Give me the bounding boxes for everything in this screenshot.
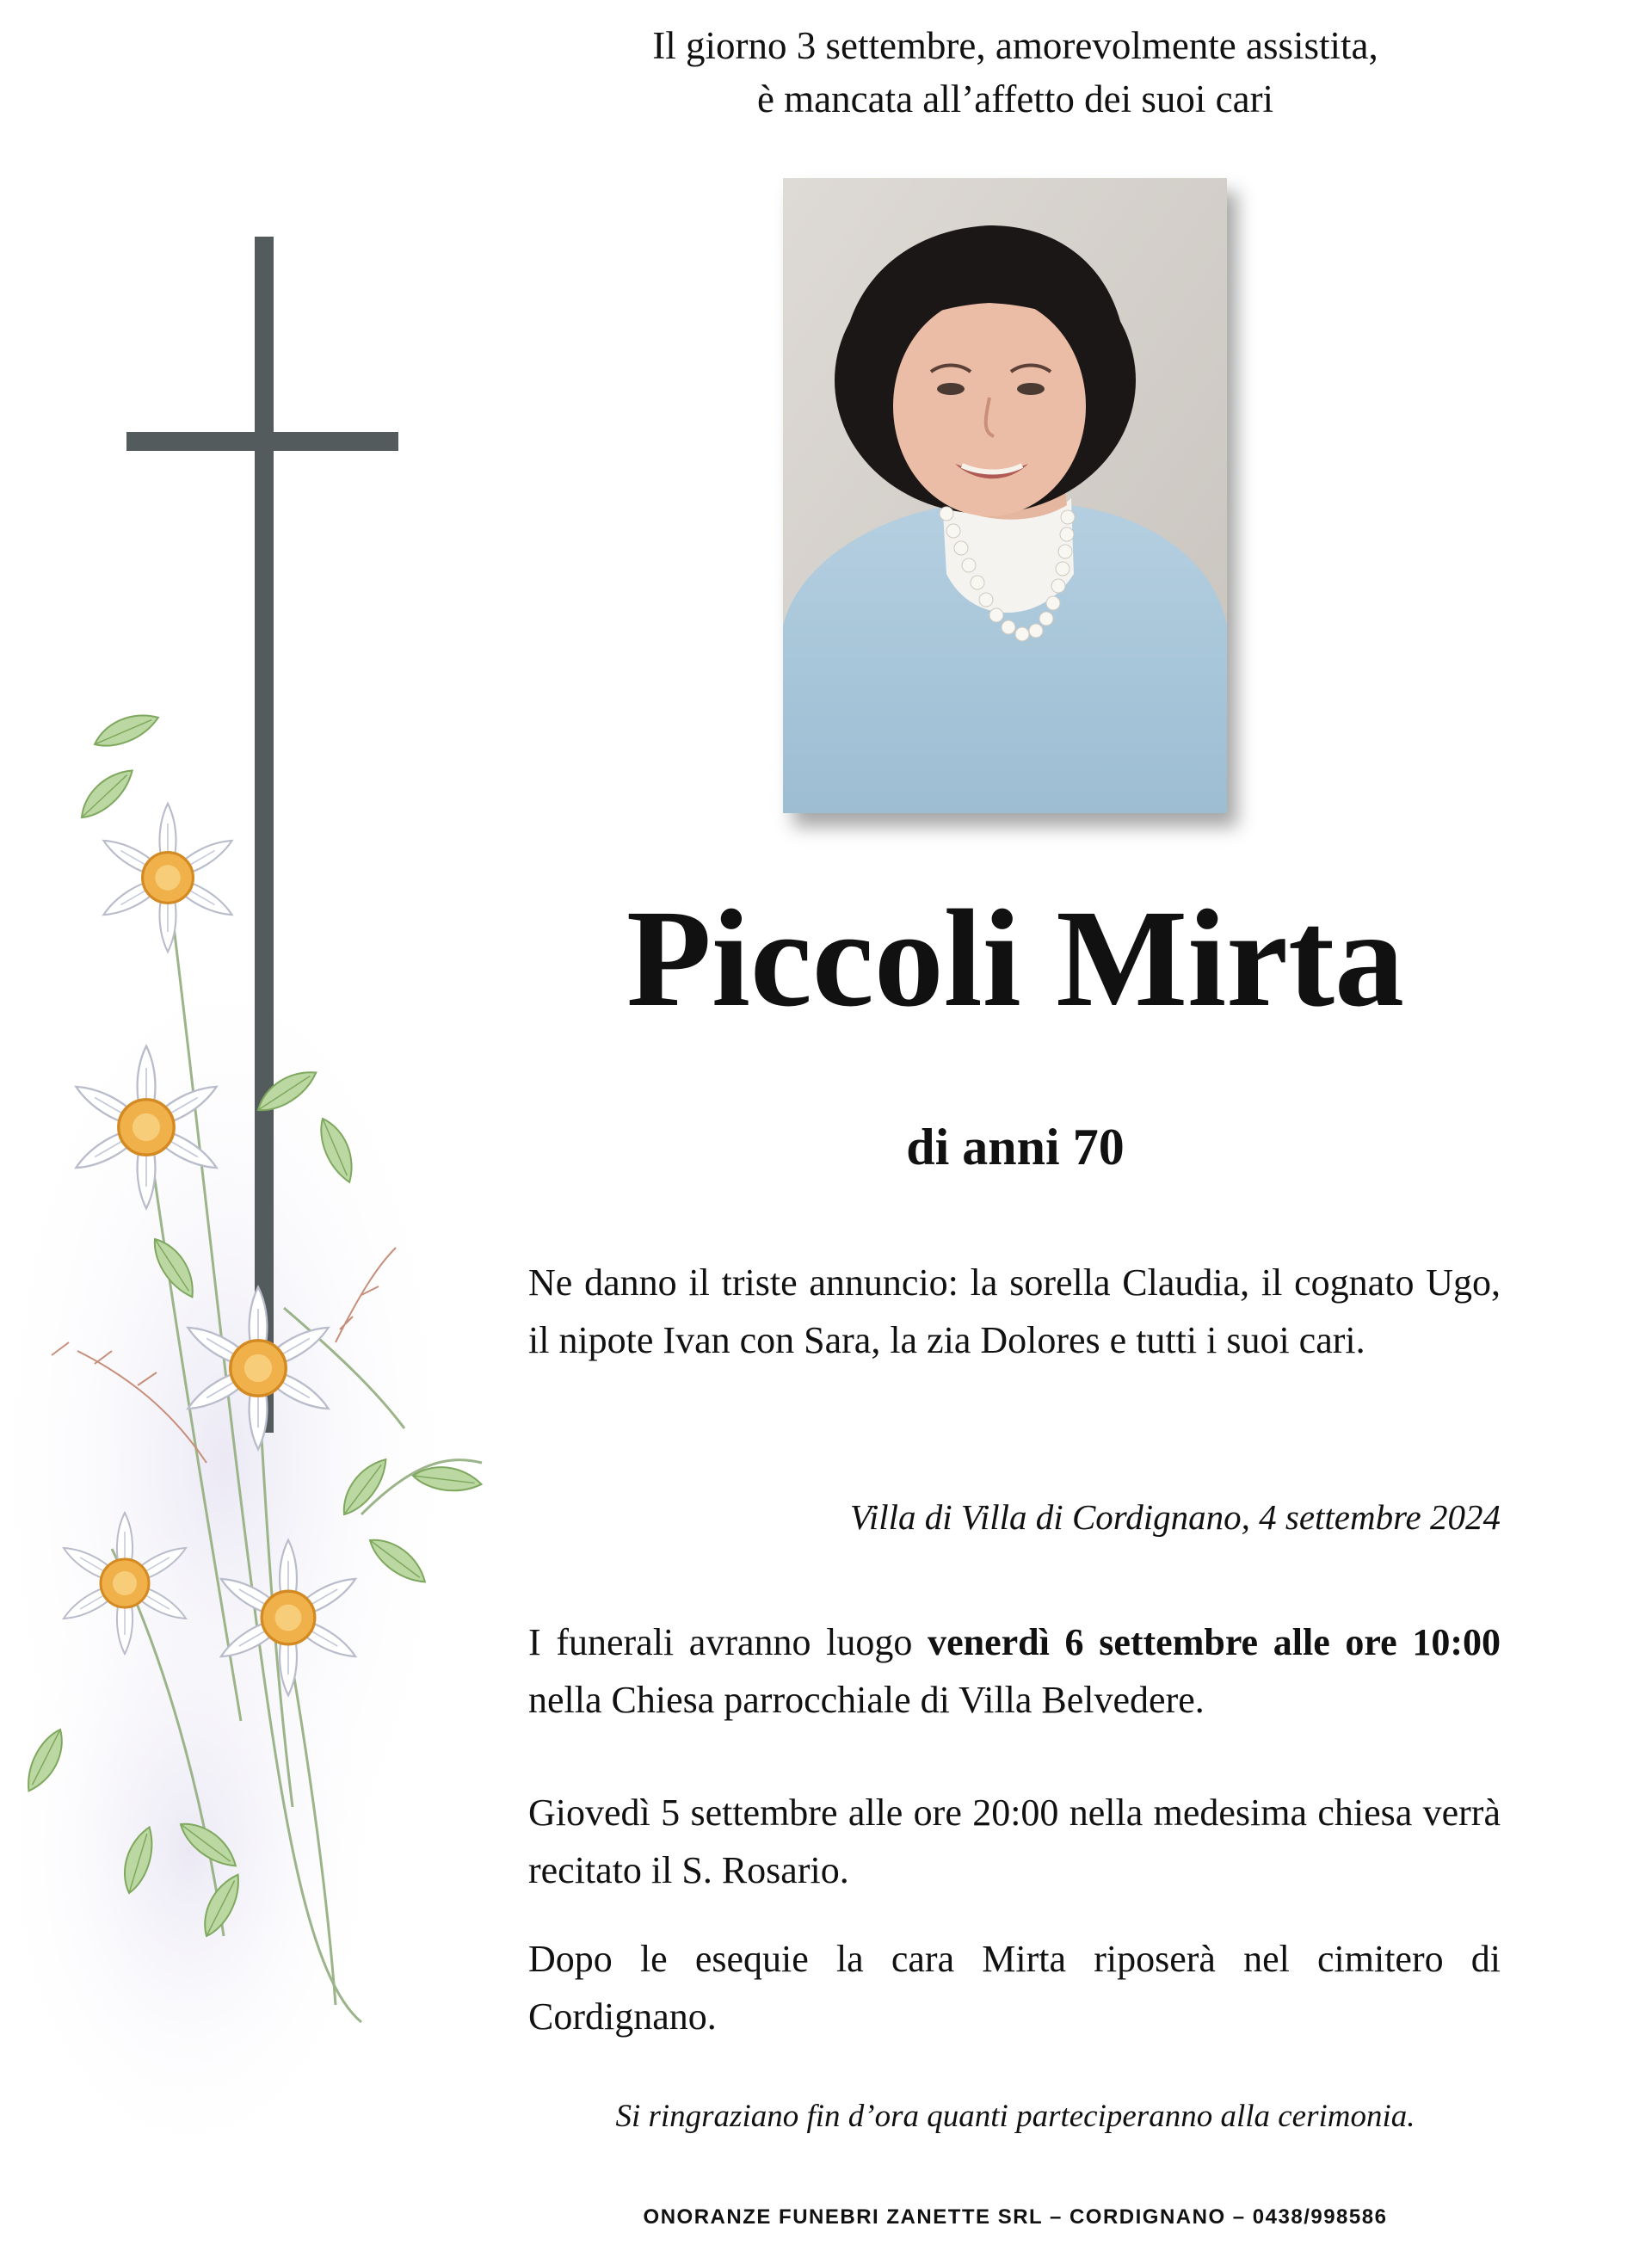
announcement-paragraph: Ne danno il triste annuncio: la sorella Claudia, il cognato Ugo, il nipote Ivan con Sara, la zia Dolores e tutti i suoi cari. (528, 1261, 1501, 1361)
place-and-date: Villa di Villa di Cordignano, 4 settembre 2024 (849, 1497, 1501, 1537)
funeral-date-time: venerdì 6 settembre alle ore 10:00 (928, 1621, 1501, 1663)
thanks-line: Si ringraziano fin d’ora quanti parteciperanno alla cerimonia. (615, 2099, 1415, 2134)
deceased-age: di anni 70 (906, 1119, 1125, 1175)
portrait-photo (783, 178, 1227, 813)
funeral-prefix: I funerali avranno luogo (528, 1621, 928, 1663)
intro-line-1: Il giorno 3 settembre, amorevolmente assistita, (652, 24, 1378, 67)
deceased-name: Piccoli Mirta (626, 882, 1405, 1036)
intro-text (516, 19, 1514, 126)
funeral-suffix: nella Chiesa parrocchiale di Villa Belvedere. (528, 1679, 1205, 1721)
burial-paragraph: Dopo le esequie la cara Mirta riposerà nel cimitero di Cordignano. (528, 1938, 1501, 2038)
funeral-paragraph (528, 1613, 1501, 1729)
intro-line-2: è mancata all’affetto dei suoi cari (756, 77, 1274, 120)
portrait-image (783, 178, 1227, 813)
rosary-paragraph: Giovedì 5 settembre alle ore 20:00 nella medesima chiesa verrà recitato il S. Rosario. (528, 1792, 1501, 1891)
funeral-home-footer: ONORANZE FUNEBRI ZANETTE SRL – CORDIGNANO – 0438/998586 (643, 2205, 1388, 2229)
